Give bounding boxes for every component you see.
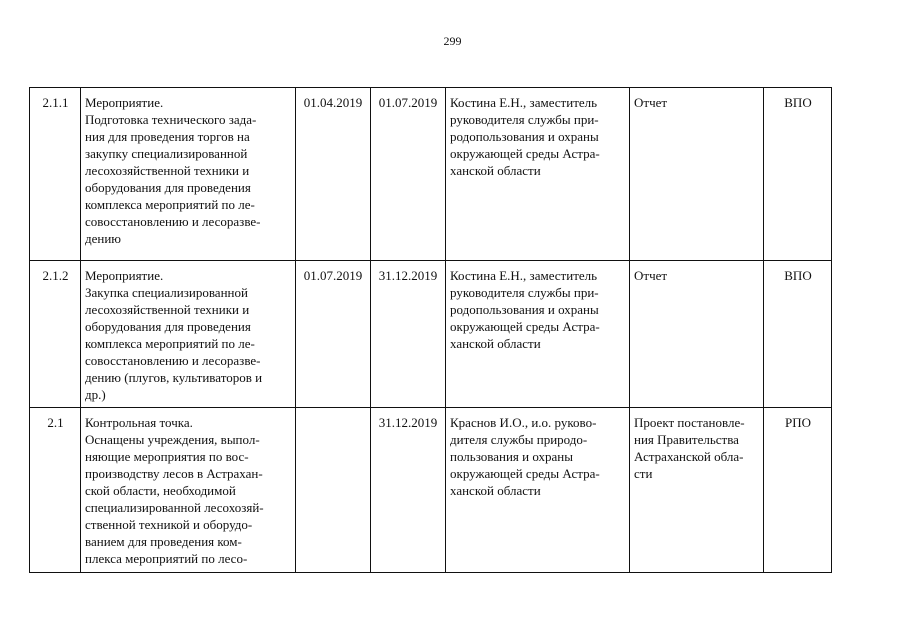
item-description-line: ванием для проведения ком- bbox=[85, 534, 242, 549]
item-description-line: производству лесов в Астрахан- bbox=[85, 466, 263, 481]
item-description bbox=[81, 88, 296, 261]
item-description-line: лесохозяйственной техники и bbox=[85, 163, 250, 178]
table-row bbox=[30, 261, 832, 408]
item-number: 2.1.1 bbox=[30, 88, 81, 261]
item-description-line: дению (плугов, культиваторов и bbox=[85, 370, 263, 385]
responsible-person bbox=[446, 88, 630, 261]
item-description-line: Мероприятие. bbox=[85, 95, 164, 110]
item-description-line: ской области, необходимой bbox=[85, 483, 236, 498]
item-description-line: специализированной лесохозяй- bbox=[85, 500, 264, 515]
responsible-person-line: ханской области bbox=[450, 163, 541, 178]
item-number: 2.1 bbox=[30, 408, 81, 573]
start-date: 01.04.2019 bbox=[296, 88, 371, 261]
item-description-line: оборудования для проведения bbox=[85, 180, 251, 195]
item-description bbox=[81, 261, 296, 408]
responsible-person bbox=[446, 261, 630, 408]
responsible-person-line: родопользования и охраны bbox=[450, 129, 599, 144]
item-description-line: оборудования для проведения bbox=[85, 319, 251, 334]
result-document-line: Отчет bbox=[634, 268, 668, 283]
result-document bbox=[630, 408, 764, 573]
plan-table bbox=[29, 87, 832, 573]
start-date bbox=[296, 408, 371, 573]
responsible-person-line: ханской области bbox=[450, 483, 541, 498]
responsible-person-line: окружающей среды Астра- bbox=[450, 146, 600, 161]
responsible-person-line: Костина Е.Н., заместитель bbox=[450, 268, 598, 283]
responsible-person-line: окружающей среды Астра- bbox=[450, 466, 600, 481]
item-description-line: Мероприятие. bbox=[85, 268, 164, 283]
item-description-line: ния для проведения торгов на bbox=[85, 129, 250, 144]
responsible-person-line: руководителя службы при- bbox=[450, 285, 599, 300]
responsible-person-line: Костина Е.Н., заместитель bbox=[450, 95, 598, 110]
item-description-line: Оснащены учреждения, выпол- bbox=[85, 432, 260, 447]
responsible-person bbox=[446, 408, 630, 573]
responsible-person-line: пользования и охраны bbox=[450, 449, 573, 464]
end-date: 31.12.2019 bbox=[371, 408, 446, 573]
item-description-line: закупку специализированной bbox=[85, 146, 248, 161]
responsible-person-line: родопользования и охраны bbox=[450, 302, 599, 317]
result-document bbox=[630, 88, 764, 261]
responsible-person-line: окружающей среды Астра- bbox=[450, 319, 600, 334]
responsible-person-line: руководителя службы при- bbox=[450, 112, 599, 127]
result-document-line: Астраханской обла- bbox=[634, 449, 744, 464]
page-number: 299 bbox=[443, 34, 462, 48]
item-description-line: Закупка специализированной bbox=[85, 285, 248, 300]
item-description-line: дению bbox=[85, 231, 122, 246]
level-code: ВПО bbox=[764, 88, 832, 261]
item-description-line: плекса мероприятий по лесо- bbox=[85, 551, 248, 566]
result-document-line: ния Правительства bbox=[634, 432, 739, 447]
end-date: 31.12.2019 bbox=[371, 261, 446, 408]
level-code: ВПО bbox=[764, 261, 832, 408]
result-document-line: сти bbox=[634, 466, 653, 481]
item-description-line: комплекса мероприятий по ле- bbox=[85, 336, 255, 351]
table-row bbox=[30, 408, 832, 573]
result-document-line: Отчет bbox=[634, 95, 668, 110]
item-description-line: совосстановлению и лесоразве- bbox=[85, 353, 261, 368]
level-code: РПО bbox=[764, 408, 832, 573]
result-document bbox=[630, 261, 764, 408]
responsible-person-line: ханской области bbox=[450, 336, 541, 351]
item-description-line: совосстановлению и лесоразве- bbox=[85, 214, 261, 229]
item-description-line: Подготовка технического зада- bbox=[85, 112, 257, 127]
table-row bbox=[30, 88, 832, 261]
item-description-line: др.) bbox=[85, 387, 106, 402]
item-description-line: Контрольная точка. bbox=[85, 415, 193, 430]
start-date: 01.07.2019 bbox=[296, 261, 371, 408]
item-number: 2.1.2 bbox=[30, 261, 81, 408]
end-date: 01.07.2019 bbox=[371, 88, 446, 261]
responsible-person-line: Краснов И.О., и.о. руково- bbox=[450, 415, 597, 430]
responsible-person-line: дителя службы природо- bbox=[450, 432, 588, 447]
item-description-line: ственной техникой и оборудо- bbox=[85, 517, 253, 532]
item-description bbox=[81, 408, 296, 573]
item-description-line: няющие мероприятия по вос- bbox=[85, 449, 249, 464]
result-document-line: Проект постановле- bbox=[634, 415, 745, 430]
item-description-line: комплекса мероприятий по ле- bbox=[85, 197, 255, 212]
item-description-line: лесохозяйственной техники и bbox=[85, 302, 250, 317]
